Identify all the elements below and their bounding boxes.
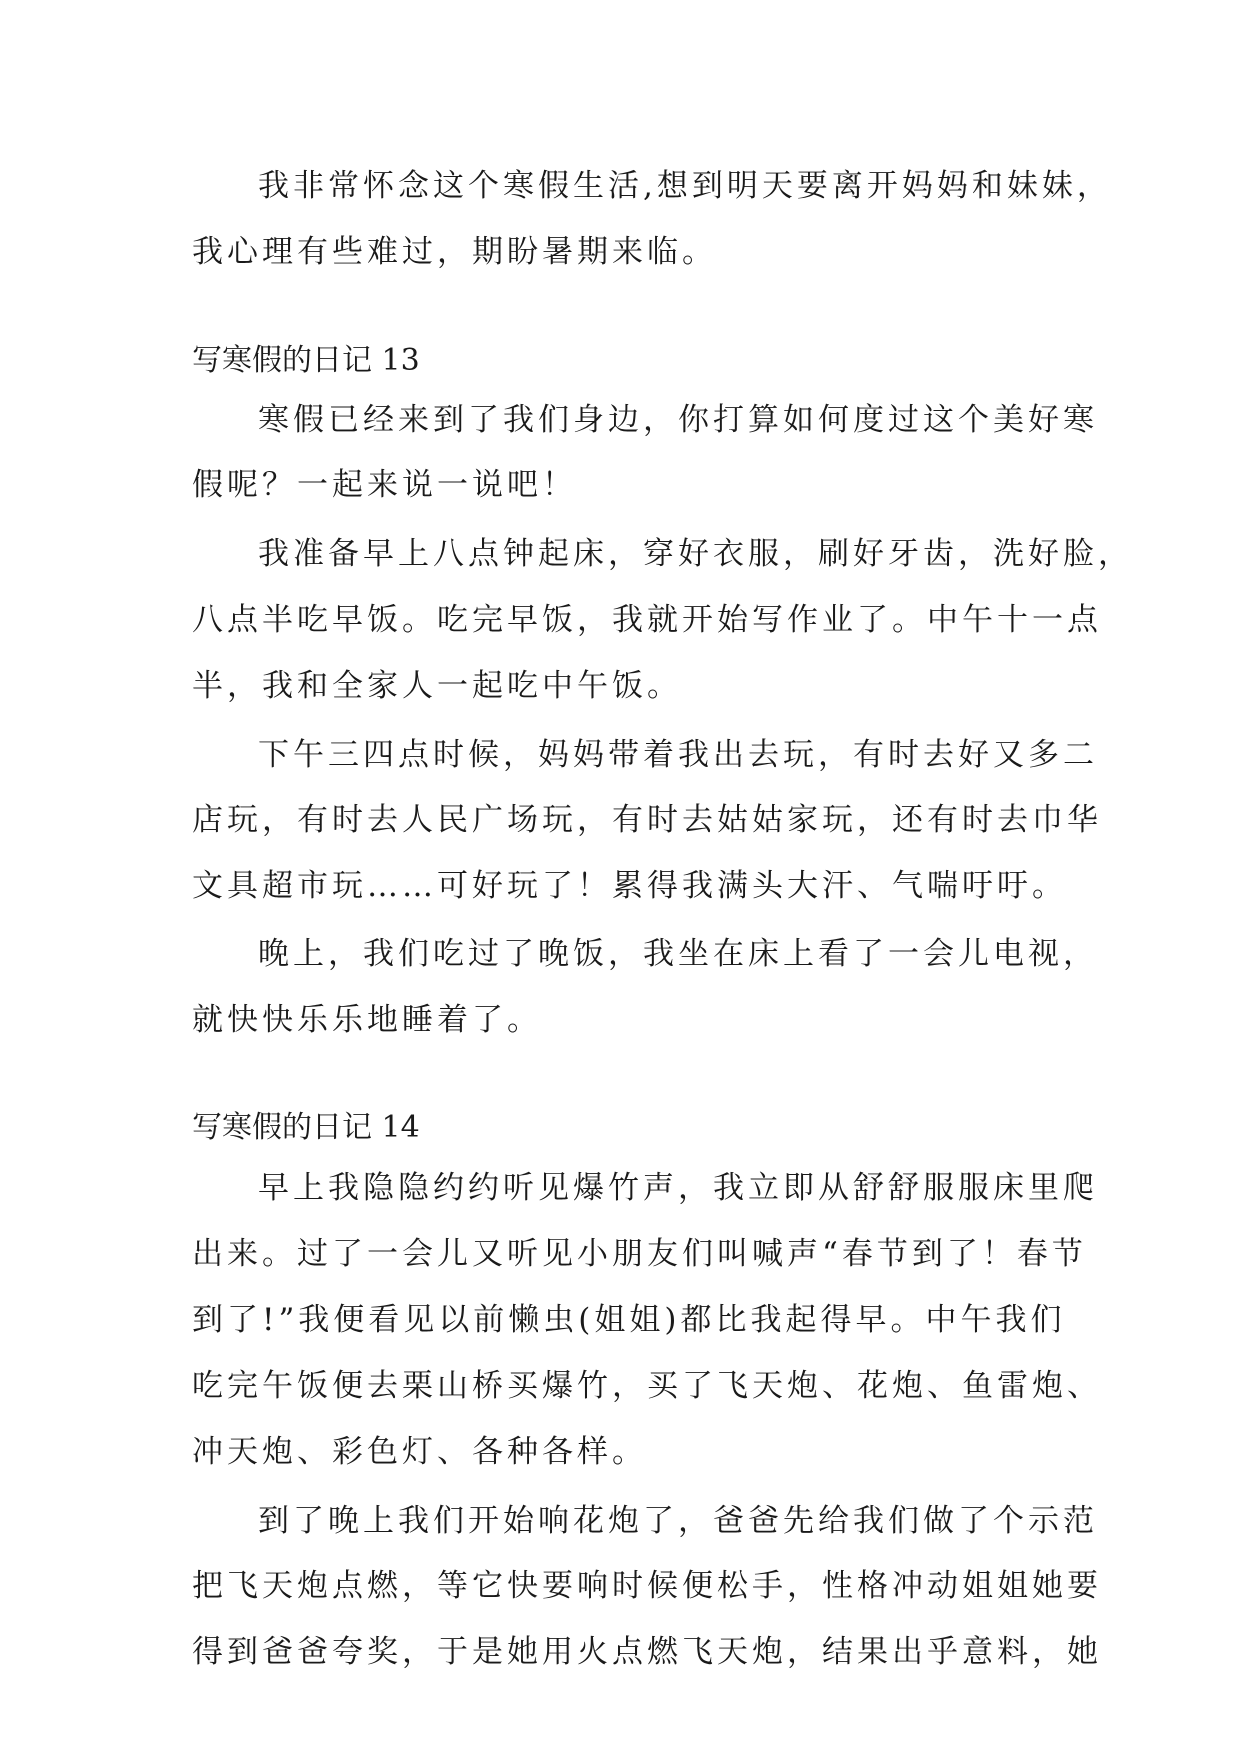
section-heading: 写寒假的日记 13: [192, 343, 420, 378]
paragraph-line: 半，我和全家人一起吃中午饭。: [192, 668, 682, 704]
paragraph-line: 下午三四点时候，妈妈带着我出去玩，有时去好又多二: [258, 737, 1098, 773]
paragraph-line: 我非常怀念这个寒假生活,想到明天要离开妈妈和妹妹，: [258, 168, 1112, 204]
paragraph-line: 晚上，我们吃过了晚饭，我坐在床上看了一会儿电视，: [258, 936, 1098, 972]
paragraph-line: 我准备早上八点钟起床，穿好衣服，刷好牙齿，洗好脸，: [258, 536, 1133, 572]
section-heading: 写寒假的日记 14: [192, 1110, 420, 1145]
paragraph-line: 冲天炮、彩色灯、各种各样。: [192, 1434, 647, 1470]
paragraph-line: 文具超市玩……可好玩了！累得我满头大汗、气喘吁吁。: [192, 868, 1067, 904]
paragraph-line: 店玩，有时去人民广场玩，有时去姑姑家玩，还有时去巾华: [192, 802, 1102, 838]
paragraph-line: 假呢？一起来说一说吧！: [192, 467, 577, 503]
paragraph-line: 就快快乐乐地睡着了。: [192, 1002, 542, 1038]
paragraph-line: 到了!”我便看见以前懒虫(姐姐)都比我起得早。中午我们: [192, 1302, 1066, 1338]
paragraph-line: 得到爸爸夸奖，于是她用火点燃飞天炮，结果出乎意料，她: [192, 1634, 1102, 1670]
paragraph-line: 八点半吃早饭。吃完早饭，我就开始写作业了。中午十一点: [192, 602, 1102, 638]
paragraph-line: 到了晚上我们开始响花炮了，爸爸先给我们做了个示范: [258, 1503, 1098, 1539]
paragraph-line: 把飞天炮点燃，等它快要响时候便松手，性格冲动姐姐她要: [192, 1568, 1102, 1604]
paragraph-line: 寒假已经来到了我们身边，你打算如何度过这个美好寒: [258, 402, 1098, 438]
paragraph-line: 出来。过了一会儿又听见小朋友们叫喊声“春节到了！春节: [192, 1236, 1087, 1272]
paragraph-line: 我心理有些难过，期盼暑期来临。: [192, 234, 717, 270]
paragraph-line: 早上我隐隐约约听见爆竹声，我立即从舒舒服服床里爬: [258, 1170, 1098, 1206]
paragraph-line: 吃完午饭便去栗山桥买爆竹，买了飞天炮、花炮、鱼雷炮、: [192, 1368, 1102, 1404]
